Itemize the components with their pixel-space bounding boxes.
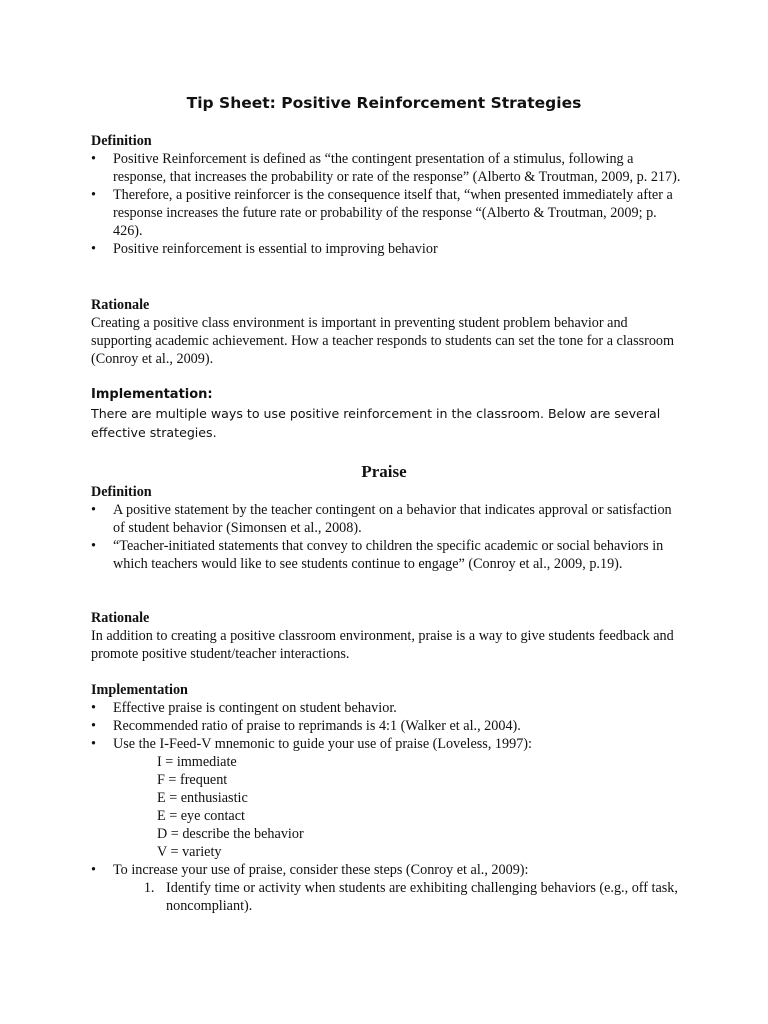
praise-rationale-section (91, 609, 681, 663)
praise-title: Praise (361, 462, 407, 481)
list-item (91, 861, 681, 915)
intro-rationale-heading: Rationale (91, 297, 150, 313)
praise-implementation-heading: Implementation (91, 682, 188, 698)
intro-implementation-section (91, 386, 681, 442)
list-item: • Effective praise is contingent on student behavior. (91, 699, 681, 717)
list-item (91, 735, 681, 861)
praise-implementation-section (91, 681, 681, 915)
intro-implementation-text: There are multiple ways to use positive reinforcement in the classroom. Below are several effective strategies. (91, 406, 661, 440)
praise-definition-list (91, 501, 681, 573)
list-item: • Therefore, a positive reinforcer is the consequence itself that, “when presented immediately after a response increases the future rate or probability of the response “(Alberto & Troutman, 2009; p. 426). (91, 186, 681, 240)
page-title: Tip Sheet: Positive Reinforcement Strategies (186, 94, 582, 112)
intro-definition-list (91, 150, 681, 258)
list-item: • Positive Reinforcement is defined as “the contingent presentation of a stimulus, following a response, that increases the probability or rate of the response” (Alberto & Troutman, 2009, p. 217). (91, 150, 681, 186)
mnemonic-intro: Use the I-Feed-V mnemonic to guide your use of praise (Loveless, 1997): (113, 736, 532, 752)
mnemonic-item: F = frequent (157, 772, 228, 788)
praise-definition-heading: Definition (91, 484, 152, 500)
steps-list (113, 879, 681, 915)
praise-definition-section (91, 483, 681, 573)
mnemonic-item: V = variety (157, 844, 222, 860)
mnemonic-item: I = immediate (157, 754, 237, 770)
praise-rationale-text: In addition to creating a positive classroom environment, praise is a way to give students feedback and promote positive student/teacher interactions. (91, 628, 674, 662)
list-item: • “Teacher-initiated statements that convey to children the specific academic or social behaviors in which teachers would like to see students continue to engage” (Conroy et al., 2009, p.19). (91, 537, 681, 573)
mnemonic-item: D = describe the behavior (157, 826, 304, 842)
list-item: • A positive statement by the teacher contingent on a behavior that indicates approval or satisfaction of student behavior (Simonsen et al., 2008). (91, 501, 681, 537)
mnemonic-list (113, 753, 681, 861)
mnemonic-item: E = eye contact (157, 808, 245, 824)
step-item: 1. Identify time or activity when students are exhibiting challenging behaviors (e.g., off task, noncompliant). (158, 879, 681, 915)
list-item: • Positive reinforcement is essential to improving behavior (91, 240, 681, 258)
list-item: • Recommended ratio of praise to reprimands is 4:1 (Walker et al., 2004). (91, 717, 681, 735)
steps-intro: To increase your use of praise, consider these steps (Conroy et al., 2009): (113, 862, 529, 878)
intro-definition-heading: Definition (91, 133, 152, 149)
mnemonic-item: E = enthusiastic (157, 790, 248, 806)
intro-rationale-text: Creating a positive class environment is important in preventing student problem behavior and supporting academic achievement. How a teacher responds to students can set the tone for a classroom (Conroy et al., 2009). (91, 315, 675, 367)
intro-definition-section (91, 132, 681, 258)
praise-implementation-list (91, 699, 681, 915)
praise-rationale-heading: Rationale (91, 610, 150, 626)
intro-rationale-section (91, 296, 681, 368)
intro-implementation-heading: Implementation: (91, 387, 213, 402)
